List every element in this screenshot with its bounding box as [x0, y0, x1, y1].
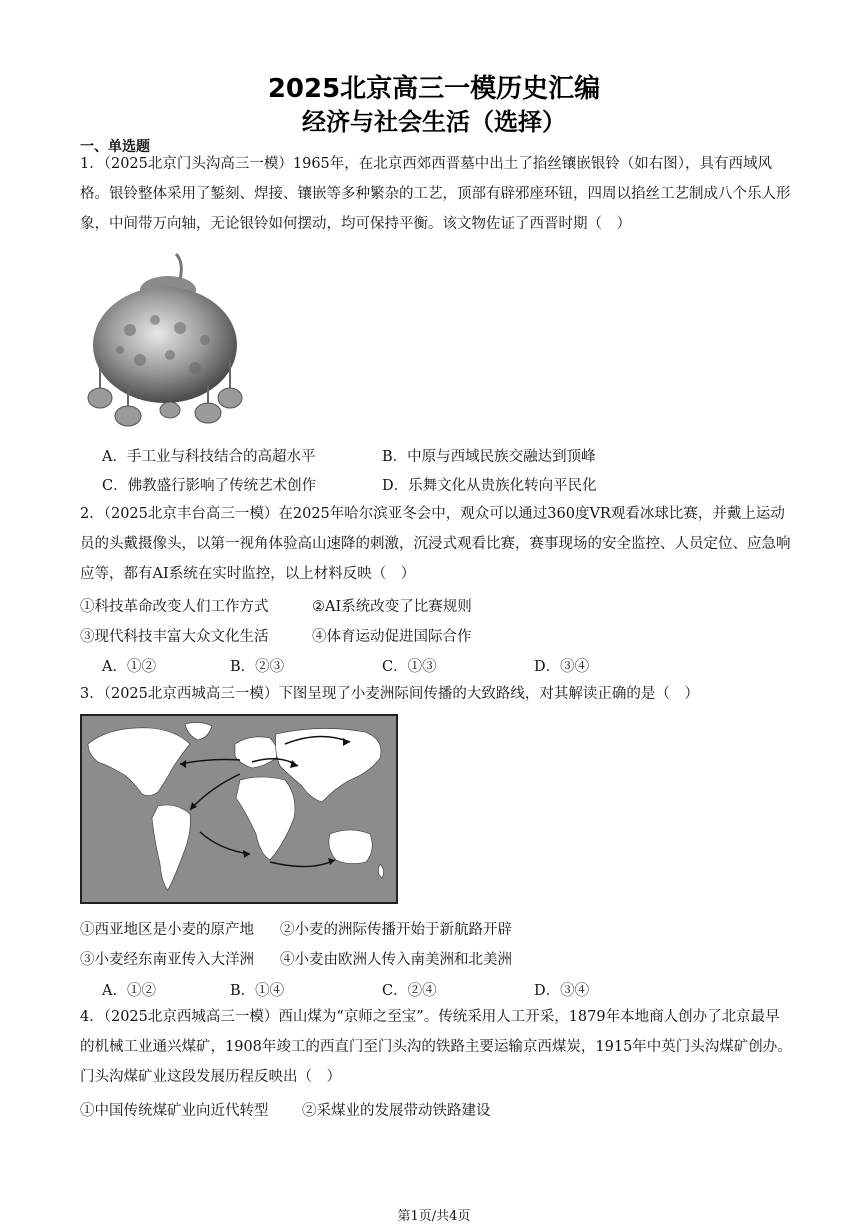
q2-option-a: A．①② [102, 659, 156, 675]
q2-statement-1: ①科技革命改变人们工作方式 [80, 599, 269, 615]
document-subtitle: 经济与社会生活（选择） [302, 108, 566, 136]
q2-option-c: C．①③ [382, 659, 437, 675]
document-title: 2025北京高三一模历史汇编 [267, 74, 601, 104]
q3-option-a: A．①② [102, 983, 156, 999]
q3-statement-1: ①西亚地区是小麦的原产地 [80, 922, 254, 938]
q3-statement-4: ④小麦由欧洲人传入南美洲和北美洲 [280, 952, 512, 968]
q3-statement-2: ②小麦的洲际传播开始于新航路开辟 [280, 922, 512, 938]
q3-option-c: C．②④ [382, 983, 437, 999]
wheat-spread-map [80, 714, 398, 904]
q1-option-b: B．中原与西域民族交融达到顶峰 [382, 449, 596, 465]
q3-option-b: B．①④ [230, 983, 285, 999]
q2-option-d: D．③④ [534, 659, 590, 675]
q2-statement-4: ④体育运动促进国际合作 [312, 629, 472, 645]
q2-statement-2: ②AI系统改变了比赛规则 [312, 599, 472, 615]
q2-option-b: B．②③ [230, 659, 285, 675]
question-1-stem: 1．（2025北京门头沟高三一模）1965年，在北京西郊西晋墓中出土了掐丝镶嵌银铃（如右图），具有西域风格。银铃整体采用了錾刻、焊接、镶嵌等多种繁杂的工艺，顶部有辟邪座环钮，四周以掐丝工艺制成八个乐人形象，中间带万向轴，无论银铃如何摆动，均可保持平衡。该文物佐证了西晋时期（ ） [80, 156, 791, 232]
q2-statement-3: ③现代科技丰富大众文化生活 [80, 629, 269, 645]
silver-bell-image [80, 250, 250, 430]
question-2-stem: 2．（2025北京丰台高三一模）在2025年哈尔滨亚冬会中，观众可以通过360度VR观看冰球比赛，并戴上运动员的头戴摄像头，以第一视角体验高山速降的刺激，沉浸式观看比赛，赛事现场的安全监控、人员定位、应急响应等，都有AI系统在实时监控，以上材料反映（ ） [80, 506, 791, 582]
q1-option-a: A．手工业与科技结合的高超水平 [102, 449, 316, 465]
page-number: 第1页/共4页 [397, 1209, 471, 1224]
q3-option-d: D．③④ [534, 983, 590, 999]
question-3-stem: 3．（2025北京西城高三一模）下图呈现了小麦洲际间传播的大致路线，对其解读正确的是（ ） [80, 686, 699, 702]
q1-option-c: C．佛教盛行影响了传统艺术创作 [102, 478, 317, 494]
section-heading: 一、单选题 [80, 139, 150, 155]
question-4-stem: 4．（2025北京西城高三一模）西山煤为“京师之至宝”。传统采用人工开采，1879年本地商人创办了北京最早的机械工业通兴煤矿，1908年竣工的西直门至门头沟的铁路主要运输京西煤炭，1915年中英门头沟煤矿创办。门头沟煤矿业这段发展历程反映出（ ） [80, 1009, 792, 1085]
q4-statement-1: ①中国传统煤矿业向近代转型 [80, 1103, 269, 1119]
q1-option-d: D．乐舞文化从贵族化转向平民化 [382, 478, 597, 494]
q4-statement-2: ②采煤业的发展带动铁路建设 [302, 1103, 491, 1119]
q3-statement-3: ③小麦经东南亚传入大洋洲 [80, 952, 254, 968]
